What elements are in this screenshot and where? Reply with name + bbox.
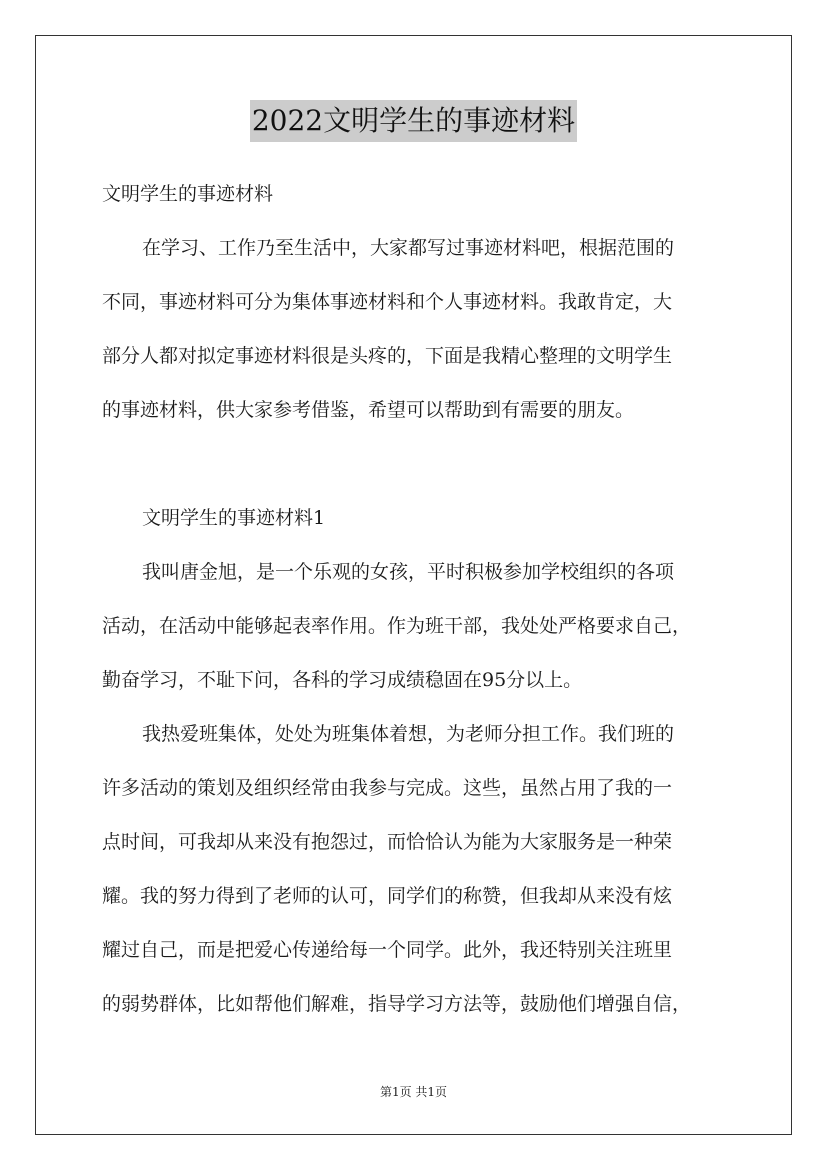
para2-line-3: 点时间，可我却从来没有抱怨过，而恰恰认为能为大家服务是一种荣 — [102, 831, 673, 853]
document-title: 2022文明学生的事迹材料 — [250, 100, 577, 142]
title-container — [0, 100, 827, 142]
para1-line-1: 我叫唐金旭，是一个乐观的女孩，平时积极参加学校组织的各项 — [142, 561, 675, 583]
intro-line-3: 部分人都对拟定事迹材料很是头疼的，下面是我精心整理的文明学生 — [102, 345, 673, 367]
para2-line-5: 耀过自己，而是把爱心传递给每一个同学。此外，我还特别关注班里 — [102, 939, 673, 961]
para1-line-3: 勤奋学习，不耻下问，各科的学习成绩稳固在95分以上。 — [102, 669, 583, 691]
page-footer — [0, 1084, 827, 1100]
intro-line-1: 在学习、工作乃至生活中，大家都写过事迹材料吧，根据范围的 — [142, 237, 675, 259]
document-subtitle: 文明学生的事迹材料 — [102, 183, 274, 205]
section-heading: 文明学生的事迹材料1 — [142, 507, 326, 529]
para2-line-6: 的弱势群体，比如帮他们解难，指导学习方法等，鼓励他们增强自信， — [102, 993, 692, 1015]
para2-line-2: 许多活动的策划及组织经常由我参与完成。这些，虽然占用了我的一 — [102, 777, 673, 799]
para1-line-2: 活动，在活动中能够起表率作用。作为班干部，我处处严格要求自己， — [102, 615, 692, 637]
intro-line-4: 的事迹材料，供大家参考借鉴，希望可以帮助到有需要的朋友。 — [102, 399, 635, 421]
para2-line-1: 我热爱班集体，处处为班集体着想，为老师分担工作。我们班的 — [142, 723, 675, 745]
page-number-label: 第1页 共1页 — [379, 1085, 448, 1099]
intro-line-2: 不同，事迹材料可分为集体事迹材料和个人事迹材料。我敢肯定，大 — [102, 291, 673, 313]
para2-line-4: 耀。我的努力得到了老师的认可，同学们的称赞，但我却从来没有炫 — [102, 885, 673, 907]
